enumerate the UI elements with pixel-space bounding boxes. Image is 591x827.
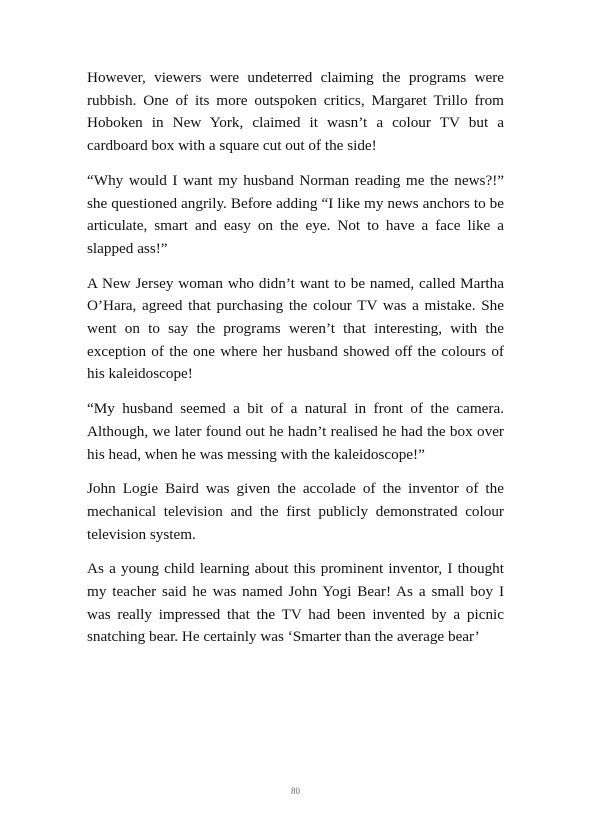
paragraph: A New Jersey woman who didn’t want to be named, called Martha O’Hara, agreed that purchasing the colour TV was a mistake. She went on to say the programs weren’t that interesting, with the exception of the one where her husband showed off the colours of his kaleidoscope! xyxy=(87,274,504,383)
paragraph: “Why would I want my husband Norman reading me the news?!” she questioned angrily. Before adding “I like my news anchors to be articulate, smart and easy on the eye. Not to have a face like a slapped ass!” xyxy=(87,171,504,257)
paragraph: However, viewers were undeterred claiming the programs were rubbish. One of its more outspoken critics, Margaret Trillo from Hoboken in New York, claimed it wasn’t a colour TV but a cardboard box with a square cut out of the side! xyxy=(87,69,504,155)
paragraph: John Logie Baird was given the accolade of the inventor of the mechanical television and the first publicly demonstrated colour television system. xyxy=(87,480,504,543)
paragraph: “My husband seemed a bit of a natural in front of the camera. Although, we later found out he hadn’t realised he had the box over his head, when he was messing with the kaleidoscope!” xyxy=(87,400,504,463)
page-number: 80 xyxy=(291,786,300,796)
paragraph: As a young child learning about this prominent inventor, I thought my teacher said he was named John Yogi Bear! As a small boy I was really impressed that the TV had been invented by a picnic snatching bear. He certainly was ‘Smarter than the average bear’ xyxy=(87,560,504,646)
body-text xyxy=(87,67,504,661)
